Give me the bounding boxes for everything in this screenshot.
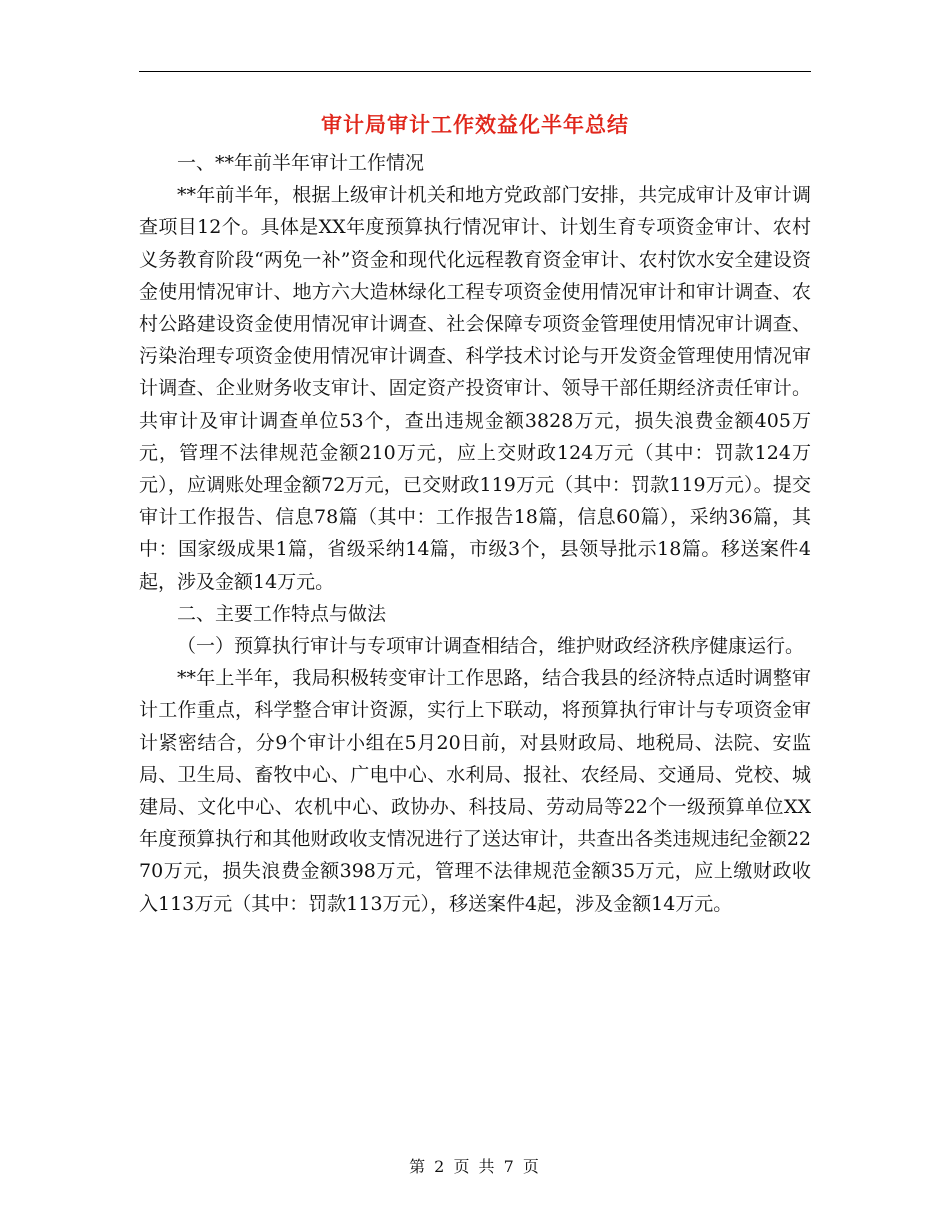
body-paragraph-1: **年前半年，根据上级审计机关和地方党政部门安排，共完成审计及审计调查项目12个。具体是XX年度预算执行情况审计、计划生育专项资金审计、农村义务教育阶段“两免一补”资金和现代化远程教育资金审计、农村饮水安全建设资金使用情况审计、地方六大造林绿化工程专项资金使用情况审计和审计调查、农村公路建设资金使用情况审计调查、社会保障专项资金管理使用情况审计调查、污染治理专项资金使用情况审计调查、科学技术讨论与开发资金管理使用情况审计调查、企业财务收支审计、固定资产投资审计、领导干部任期经济责任审计。共审计及审计调查单位53个，查出违规金额3828万元，损失浪费金额405万元，管理不法律规范金额210万元，应上交财政124万元（其中：罚款124万元），应调账处理金额72万元，已交财政119万元（其中：罚款119万元）。提交审计工作报告、信息78篇（其中：工作报告18篇，信息60篇），采纳36篇，其中：国家级成果1篇，省级采纳14篇，市级3个，县领导批示18篇。移送案件4起，涉及金额14万元。 <box>139 184 811 593</box>
page-number: 第 2 页 共 7 页 <box>409 1157 541 1176</box>
document-body <box>139 147 811 920</box>
body-paragraph-2: **年上半年，我局积极转变审计工作思路，结合我县的经济特点适时调整审计工作重点，科学整合审计资源，实行上下联动，将预算执行审计与专项资金审计紧密结合，分9个审计小组在5月20日前，对县财政局、地税局、法院、安监局、卫生局、畜牧中心、广电中心、水利局、报社、农经局、交通局、党校、城建局、文化中心、农机中心、政协办、科技局、劳动局等22个一级预算单位XX年度预算执行和其他财政收支情况进行了送达审计，共查出各类违规违纪金额2270万元，损失浪费金额398万元，管理不法律规范金额35万元，应上缴财政收入113万元（其中：罚款113万元），移送案件4起，涉及金额14万元。 <box>139 667 811 915</box>
section-heading-1: 一、**年前半年审计工作情况 <box>177 152 425 174</box>
section-heading-2: 二、主要工作特点与做法 <box>177 602 387 625</box>
header-rule <box>139 71 811 72</box>
subsection-heading-1: （一）预算执行审计与专项审计调查相结合，维护财政经济秩序健康运行。 <box>177 635 805 658</box>
document-title: 审计局审计工作效益化半年总结 <box>321 113 629 137</box>
